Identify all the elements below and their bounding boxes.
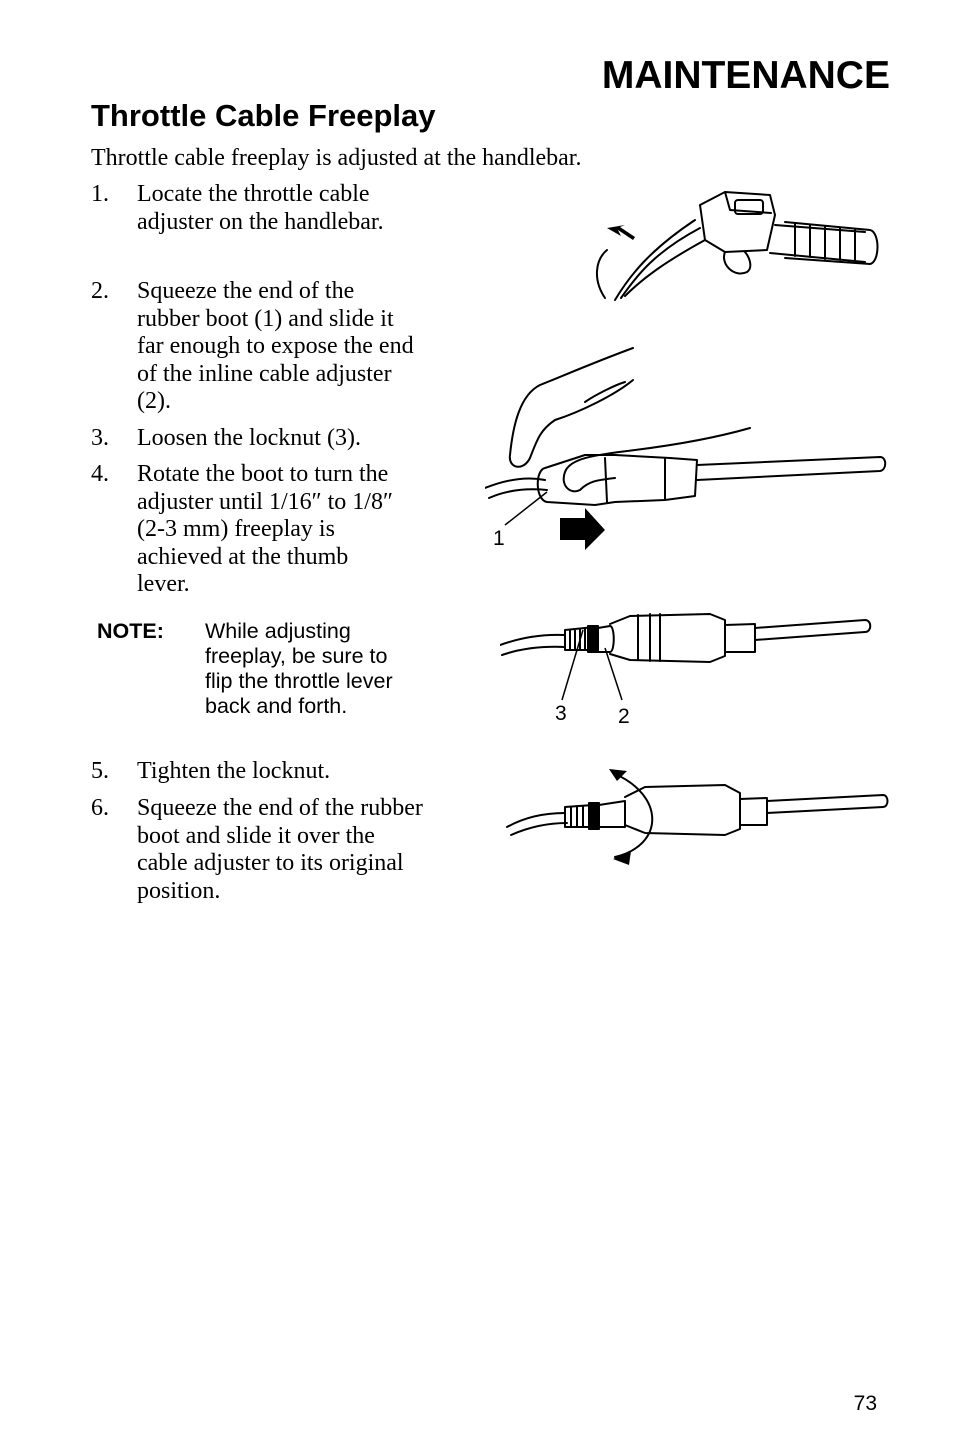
step-text: Squeeze the end of the rubber boot (1) and slide it far enough to expose the end of the inline cable adjuster (2). xyxy=(137,278,414,414)
step-4 xyxy=(91,461,431,599)
note-label: NOTE: xyxy=(97,619,164,643)
note xyxy=(97,619,417,719)
callout-3: 3 xyxy=(555,702,567,725)
section-header: MAINTENANCE xyxy=(601,54,890,97)
locknut-adjuster-illustration xyxy=(500,600,880,730)
step-text: Squeeze the end of the rubber boot and slide it over the cable adjuster to its original position. xyxy=(137,795,423,904)
step-text: Rotate the boot to turn the adjuster until 1/16″ to 1/8″ (2-3 mm) freeplay is achieved at the thumb lever. xyxy=(137,461,393,597)
step-6 xyxy=(91,795,431,905)
step-number: 5. xyxy=(91,758,109,784)
step-number: 3. xyxy=(91,425,109,451)
intro-paragraph: Throttle cable freeplay is adjusted at the handlebar. xyxy=(91,145,582,171)
step-text: Locate the throttle cable adjuster on the handlebar. xyxy=(137,181,384,235)
step-number: 4. xyxy=(91,461,109,487)
step-text: Tighten the locknut. xyxy=(137,758,331,784)
step-number: 1. xyxy=(91,181,109,207)
page-title: Throttle Cable Freeplay xyxy=(91,98,436,133)
handlebar-illustration xyxy=(585,180,895,305)
page-number: 73 xyxy=(853,1392,877,1415)
step-number: 2. xyxy=(91,278,109,304)
callout-1: 1 xyxy=(493,527,505,550)
note-text: While adjusting freeplay, be sure to flip the throttle lever back and forth. xyxy=(205,619,393,718)
step-2 xyxy=(91,278,431,416)
squeeze-boot-illustration xyxy=(485,340,895,555)
callout-2: 2 xyxy=(618,705,630,728)
step-3 xyxy=(91,425,431,453)
step-5 xyxy=(91,758,431,786)
step-1 xyxy=(91,181,431,236)
step-number: 6. xyxy=(91,795,109,821)
rotate-boot-illustration xyxy=(505,765,890,865)
step-text: Loosen the locknut (3). xyxy=(137,425,361,451)
